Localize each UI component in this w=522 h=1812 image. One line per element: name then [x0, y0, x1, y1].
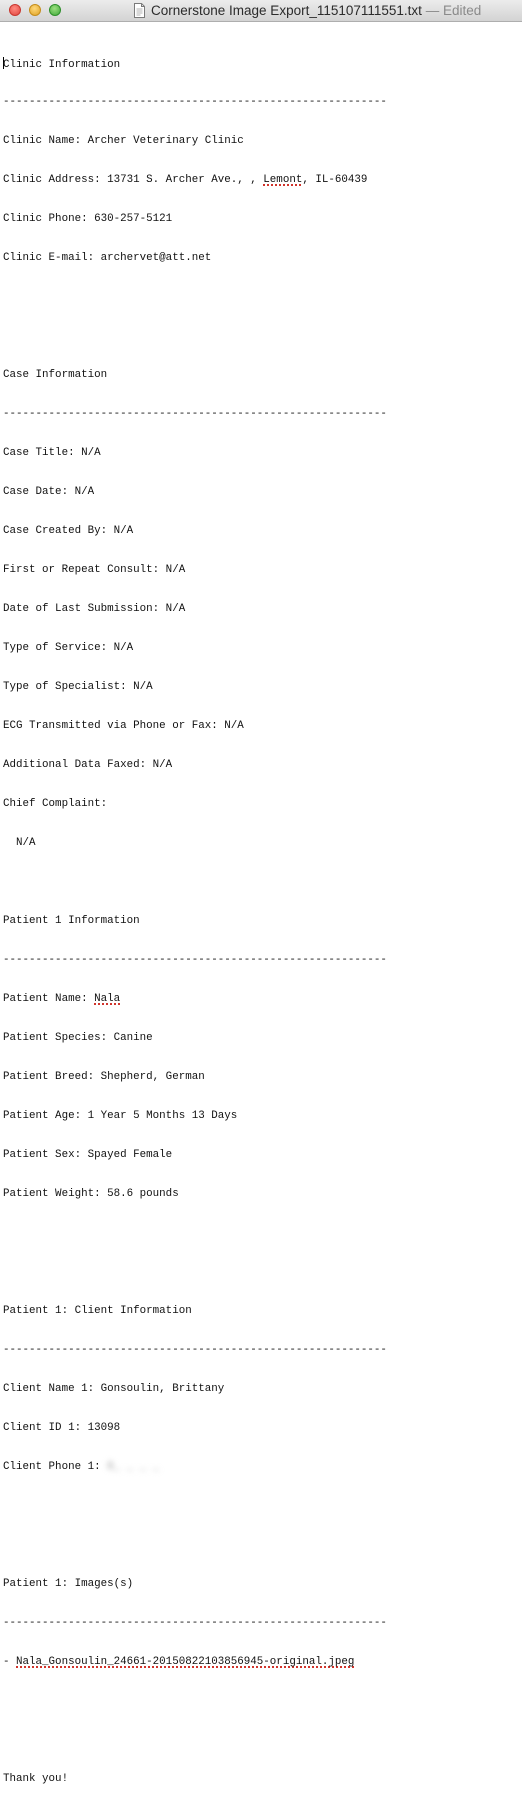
clinic-address-line — [3, 174, 519, 187]
patient-weight-line: Patient Weight: 58.6 pounds — [3, 1188, 179, 1200]
window-title — [151, 3, 481, 19]
blank-line — [3, 330, 519, 343]
divider-rule: ----------------------------------------------------------- — [3, 1617, 387, 1629]
ecg-line: ECG Transmitted via Phone or Fax: N/A — [3, 720, 244, 732]
client-phone-redacted: 8_ _ _ _ — [107, 1461, 160, 1473]
images-heading: Patient 1: Images(s) — [3, 1578, 134, 1590]
patient-name-line — [3, 993, 519, 1006]
service-type-line: Type of Service: N/A — [3, 642, 134, 654]
first-or-repeat-line: First or Repeat Consult: N/A — [3, 564, 186, 576]
client-heading: Patient 1: Client Information — [3, 1305, 192, 1317]
chief-complaint-value: N/A — [3, 837, 36, 849]
divider-rule: ----------------------------------------------------------- — [3, 96, 387, 108]
patient-species-line: Patient Species: Canine — [3, 1032, 153, 1044]
text-document-icon[interactable] — [134, 3, 145, 18]
window-title-edited-status[interactable]: Edited — [442, 3, 482, 18]
patient-heading: Patient 1 Information — [3, 915, 140, 927]
patient-sex-line: Patient Sex: Spayed Female — [3, 1149, 173, 1161]
title-bar[interactable] — [0, 0, 522, 22]
case-title-line: Case Title: N/A — [3, 447, 101, 459]
last-submission-line: Date of Last Submission: N/A — [3, 603, 186, 615]
blank-line — [3, 1227, 519, 1240]
client-phone-line — [3, 1461, 519, 1474]
case-heading: Case Information — [3, 369, 108, 381]
blank-line — [3, 876, 519, 889]
divider-rule: ----------------------------------------------------------- — [3, 1344, 387, 1356]
clinic-phone-line: Clinic Phone: 630-257-5121 — [3, 213, 173, 225]
clinic-address-prefix: Clinic Address: 13731 S. Archer Ave., , — [3, 174, 264, 186]
client-id-line: Client ID 1: 13098 — [3, 1422, 121, 1434]
clinic-email-line: Clinic E-mail: archervet@att.net — [3, 252, 212, 264]
closing-line: Thank you! — [3, 1773, 69, 1785]
blank-line — [3, 1500, 519, 1513]
case-created-by-line: Case Created By: N/A — [3, 525, 134, 537]
blank-line — [3, 291, 519, 304]
window-title-filename: Cornerstone Image Export_115107111551.txt — [151, 3, 422, 18]
divider-rule: ----------------------------------------------------------- — [3, 408, 387, 420]
blank-line — [3, 1695, 519, 1708]
additional-data-line: Additional Data Faxed: N/A — [3, 759, 173, 771]
blank-line — [3, 1539, 519, 1552]
image-file-name: Nala_Gonsoulin_24661-20150822103856945-original.jpeg — [16, 1656, 355, 1668]
client-name-line: Client Name 1: Gonsoulin, Brittany — [3, 1383, 225, 1395]
clinic-heading: Clinic Information — [3, 59, 121, 71]
blank-line — [3, 1266, 519, 1279]
close-window-button[interactable] — [9, 4, 21, 16]
document-text-area[interactable] — [3, 31, 519, 1812]
client-phone-label: Client Phone 1: — [3, 1461, 108, 1473]
clinic-heading-line — [3, 57, 519, 70]
chief-complaint-label: Chief Complaint: — [3, 798, 108, 810]
image-file-line — [3, 1656, 519, 1669]
patient-name-value: Nala — [94, 993, 121, 1005]
clinic-address-suffix: , IL-60439 — [302, 174, 368, 186]
specialist-type-line: Type of Specialist: N/A — [3, 681, 153, 693]
blank-line — [3, 1734, 519, 1747]
clinic-address-city: Lemont — [263, 174, 303, 186]
patient-name-label: Patient Name: — [3, 993, 95, 1005]
minimize-window-button[interactable] — [29, 4, 41, 16]
zoom-window-button[interactable] — [49, 4, 61, 16]
window-title-separator: — — [421, 3, 443, 18]
case-date-line: Case Date: N/A — [3, 486, 95, 498]
clinic-name-line: Clinic Name: Archer Veterinary Clinic — [3, 135, 244, 147]
patient-age-line: Patient Age: 1 Year 5 Months 13 Days — [3, 1110, 238, 1122]
patient-breed-line: Patient Breed: Shepherd, German — [3, 1071, 205, 1083]
divider-rule: ----------------------------------------------------------- — [3, 954, 387, 966]
image-file-bullet: - — [3, 1656, 17, 1668]
